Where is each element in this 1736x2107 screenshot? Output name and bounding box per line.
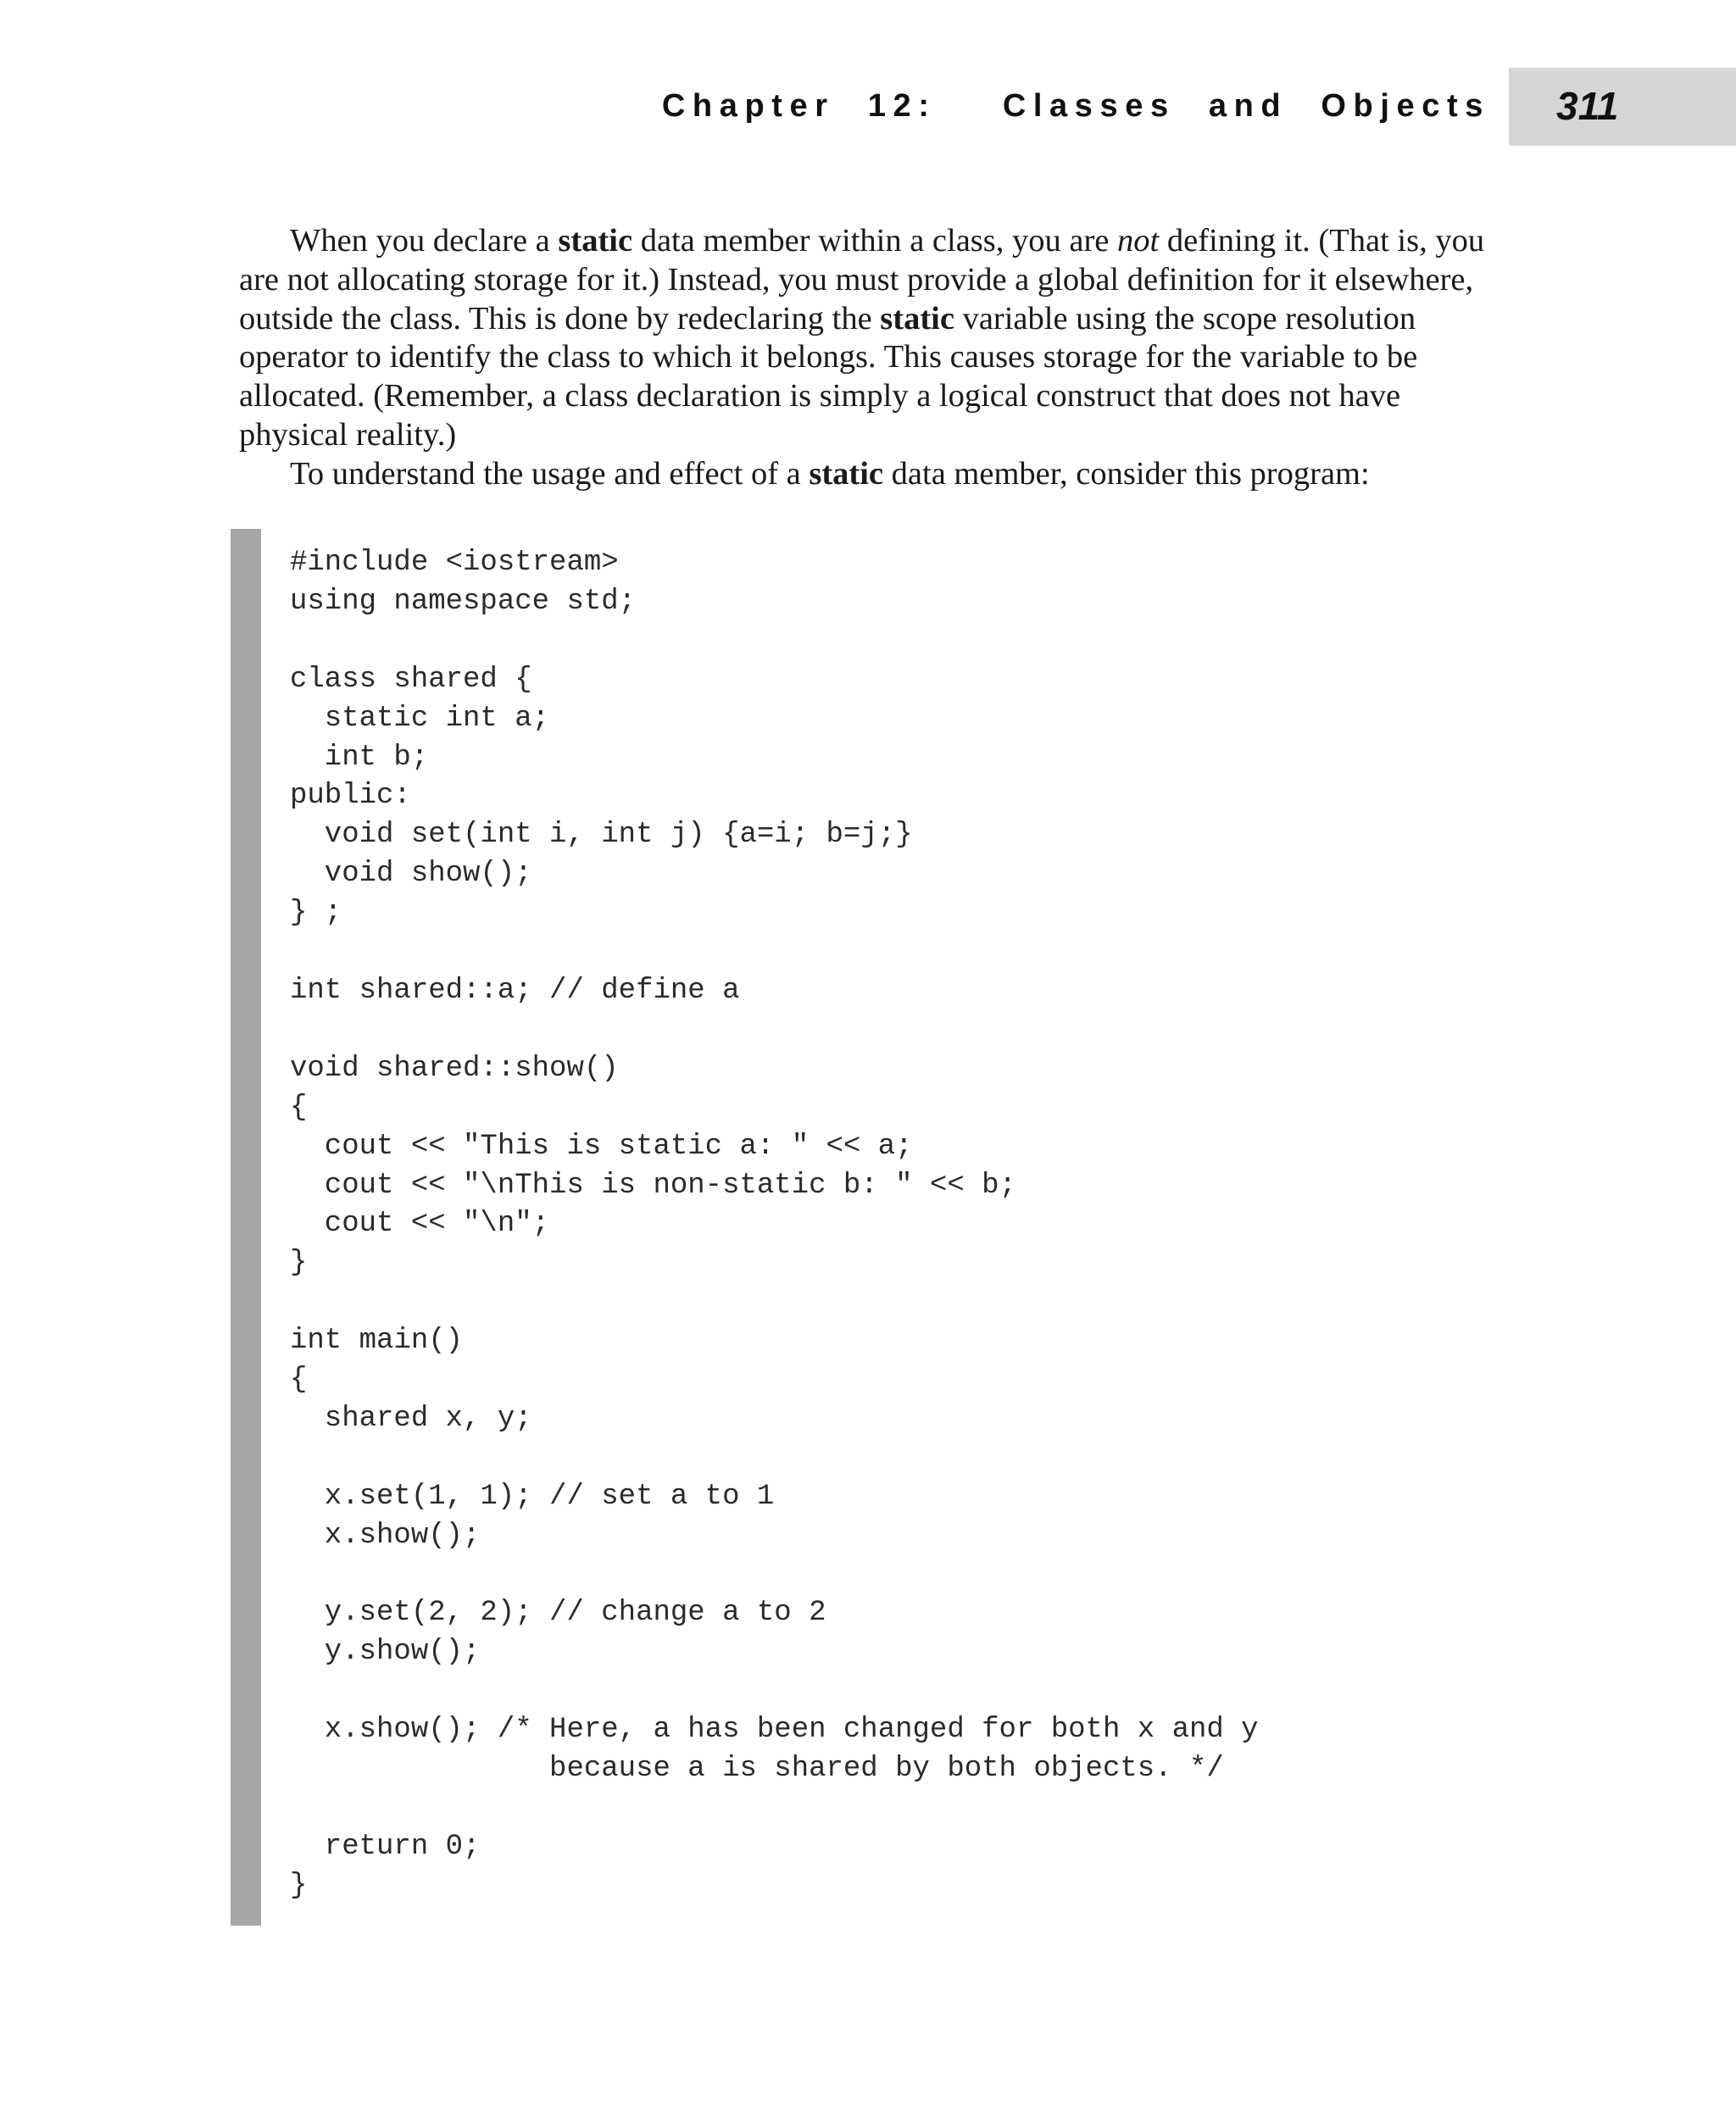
text-run: To understand the usage and effect of a [290,455,810,492]
emphasis-not: not [1117,223,1160,259]
code-listing: #include <iostream> using namespace std; class shared { static int a; int b; public: void set(int i, int j) {a=i; b=j;} void show(); } ; int shared::a; // define a void shared::show() { cout << "This is static a: " << a; cout << "\nThis is non-static b: " << b; cout << "\n"; } int main() { shared x, y; x.set(1, 1); // set a to 1 x.show(); y.set(2, 2); // change a to 2 y.show(); x.show(); /* Here, a has been changed for both x and y because a is shared by both objects. */ return 0; } [290,547,1259,1902]
keyword-static: static [809,455,884,492]
code-listing-bar [231,529,261,1926]
page-number-box [1509,68,1736,146]
page-number: 311 [1556,84,1619,128]
page-header [0,68,1736,146]
paragraph-program-intro [239,455,1502,494]
keyword-static: static [880,300,954,336]
text-run: defining it. (That is, you are not allocating storage for it.) Instead, you must provide a global definition for it elsewhere, outside the class. This is done by redeclaring the [239,223,1485,336]
text-run: variable using the scope resolution operator to identify the class to which it belongs. This causes storage for the variable to be allocated. (Remember, a class declaration is simply a logical construct that does not have physical reality.) [239,300,1418,453]
keyword-static: static [558,223,633,259]
chapter-title: Chapter 12: Classes and Objects [661,88,1490,124]
text-run: data member within a class, you are [632,223,1118,259]
text-run: When you declare a [290,223,559,259]
paragraph-static-declaration [239,222,1502,455]
body-text [239,222,1502,494]
text-run: data member, consider this program: [883,455,1370,492]
